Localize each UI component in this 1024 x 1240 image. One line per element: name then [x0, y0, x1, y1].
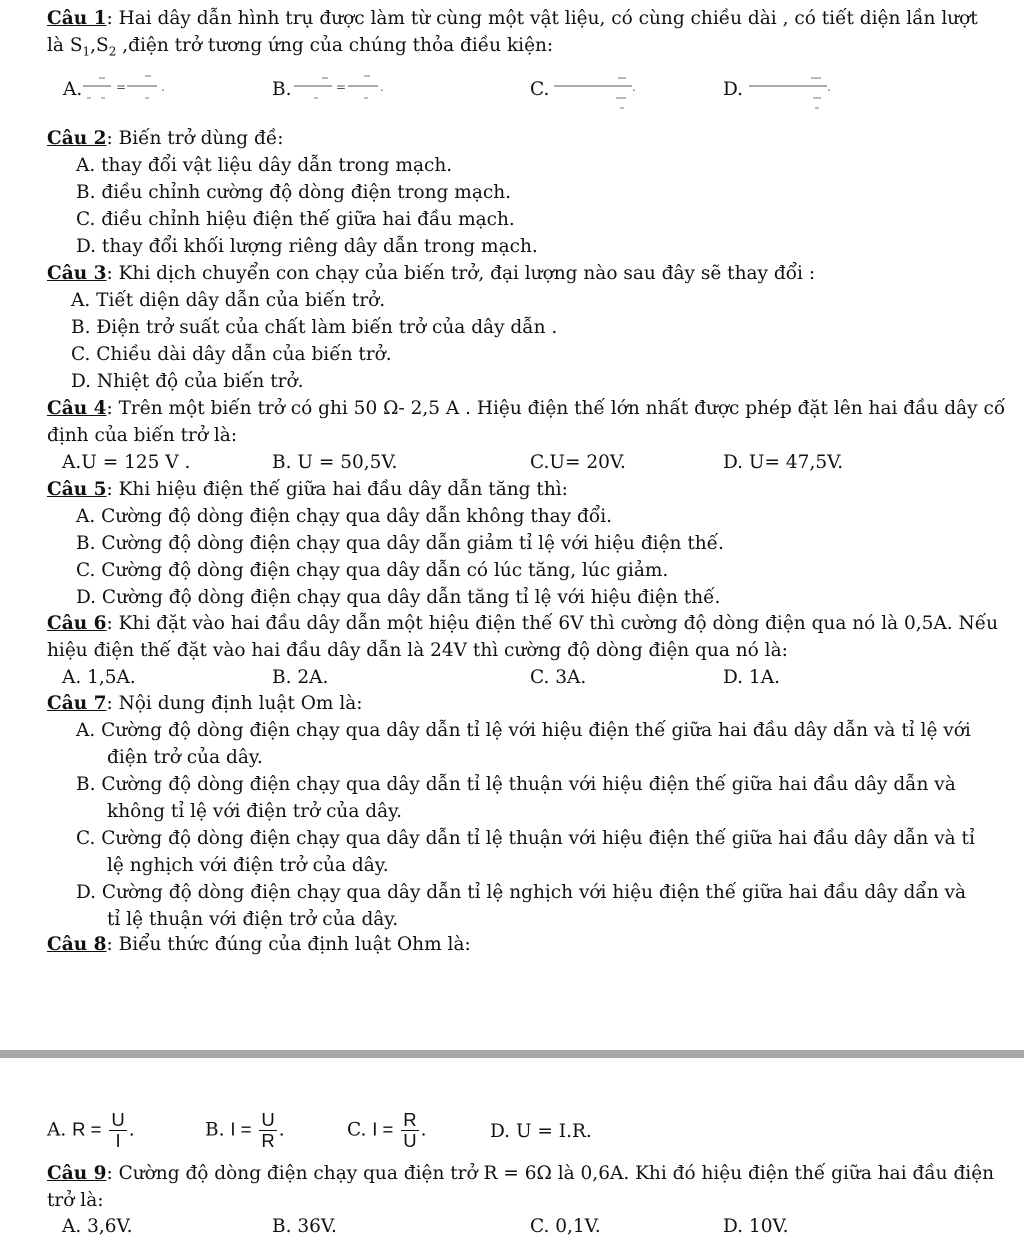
q8-option-c-fraction	[401, 1110, 418, 1151]
q7-option-a-line2: điện trở của dây.	[107, 747, 263, 768]
q8-stem	[47, 931, 471, 958]
q8-option-a[interactable]	[47, 1110, 135, 1151]
q4-text: : Trên một biến trở có ghi 50 Ω- 2,5 A . Hiệu điện thế lớn nhất được phép đặt lên hai đầu dây cố	[106, 398, 1006, 419]
q3-option-b[interactable]: B. Điện trở suất của chất làm biến trở của dây dẫn .	[71, 317, 558, 338]
q8-option-b-prefix: B.	[205, 1119, 225, 1141]
q3-option-d[interactable]: D. Nhiệt độ của biến trở.	[71, 371, 304, 392]
q9-option-a[interactable]: A. 3,6V.	[62, 1216, 133, 1237]
q4-option-b[interactable]: B. U = 50,5V.	[272, 452, 398, 473]
q7-option-d-line2: tỉ lệ thuận với điện trở của dây.	[107, 909, 399, 930]
q2-label: Câu 2	[47, 128, 107, 149]
q5-label: Câu 5	[47, 479, 107, 500]
q8-text: : Biểu thức đúng của định luật Ohm là:	[106, 934, 471, 955]
q6-option-b[interactable]: B. 2A.	[272, 667, 329, 688]
q7-option-d[interactable]	[76, 879, 966, 933]
q5-option-a[interactable]: A. Cường độ dòng điện chạy qua dây dẫn không thay đổi.	[76, 506, 613, 527]
q7-option-c-line1: C. Cường độ dòng điện chạy qua dây dẫn tỉ lệ thuận với hiệu điện thế giữa hai đầu dây dẫn và tỉ	[76, 828, 975, 849]
svg-text:.: .	[632, 80, 636, 94]
q1-option-a-label: A.	[63, 79, 83, 100]
q3-text: : Khi dịch chuyển con chạy của biến trở, đại lượng nào sau đây sẽ thay đổi :	[106, 263, 816, 284]
q8-option-c-num: R	[403, 1109, 417, 1130]
q8-option-a-lhs: R =	[72, 1118, 102, 1140]
q7-option-a[interactable]	[76, 717, 971, 771]
q8-option-b-num: U	[261, 1109, 275, 1130]
q6-option-c[interactable]: C. 3A.	[530, 667, 587, 688]
svg-text:.: .	[161, 80, 165, 94]
q4-line2: định của biến trở là:	[47, 425, 238, 446]
q4-option-d[interactable]: D. U= 47,5V.	[723, 452, 844, 473]
q4-option-c[interactable]: C.U= 20V.	[530, 452, 626, 473]
q1-option-d[interactable]	[723, 76, 831, 103]
q1-line2-pre: là S	[47, 35, 83, 56]
q1-option-c-formula	[552, 70, 652, 116]
q4-label: Câu 4	[47, 398, 107, 419]
q1-option-a[interactable]	[63, 76, 165, 103]
q5-stem	[47, 476, 568, 503]
q8-option-d-prefix: D.	[490, 1121, 511, 1142]
q5-option-c[interactable]: C. Cường độ dòng điện chạy qua dây dẫn có lúc tăng, lúc giảm.	[76, 560, 669, 581]
q8-option-d[interactable]	[490, 1118, 592, 1145]
q7-option-b[interactable]	[76, 771, 956, 825]
q8-option-b-suffix: .	[278, 1119, 285, 1141]
q1-label: Câu 1	[47, 8, 107, 29]
q6-line1	[47, 610, 998, 637]
q9-text: : Cường độ dòng điện chạy qua điện trở R = 6Ω là 0,6A. Khi đó hiệu điện thế giữa hai đầu điện	[106, 1163, 995, 1184]
svg-text:=: =	[336, 80, 347, 94]
q8-option-b-den: R	[261, 1130, 275, 1151]
q5-option-b[interactable]: B. Cường độ dòng điện chạy qua dây dẫn giảm tỉ lệ với hiệu điện thế.	[76, 533, 724, 554]
q8-option-a-den: I	[115, 1130, 121, 1151]
q9-line1	[47, 1160, 994, 1187]
q1-option-b-formula	[292, 70, 392, 106]
q3-label: Câu 3	[47, 263, 107, 284]
q2-option-b[interactable]: B. điều chỉnh cường độ dòng điện trong mạch.	[76, 182, 512, 203]
q6-line2: hiệu điện thế đặt vào hai đầu dây dẫn là 24V thì cường độ dòng điện qua nó là:	[47, 640, 788, 661]
q7-option-d-line1: D. Cường độ dòng điện chạy qua dây dẫn tỉ lệ nghịch với hiệu điện thế giữa hai đầu dây dẩn và	[76, 882, 967, 903]
q8-option-d-text: U = I.R.	[515, 1121, 592, 1142]
q1-line2	[47, 32, 553, 66]
q8-option-c-prefix: C.	[347, 1119, 367, 1141]
q8-option-a-suffix: .	[128, 1119, 135, 1141]
q8-label: Câu 8	[47, 934, 107, 955]
q1-line2-post: ,điện trở tương ứng của chúng thỏa điều kiện:	[116, 35, 554, 56]
q7-option-c-line2: lệ nghịch với điện trở của dây.	[107, 855, 389, 876]
q8-option-b[interactable]	[205, 1110, 285, 1151]
q3-option-c[interactable]: C. Chiều dài dây dẫn của biến trở.	[71, 344, 392, 365]
q2-option-a[interactable]: A. thay đổi vật liệu dây dẫn trong mạch.	[76, 155, 453, 176]
q8-option-b-fraction	[259, 1110, 276, 1151]
q7-option-b-line2: không tỉ lệ với điện trở của dây.	[107, 801, 402, 822]
q3-stem	[47, 260, 815, 287]
q7-option-c[interactable]	[76, 825, 975, 879]
q6-text: : Khi đặt vào hai đầu dây dẫn một hiệu điện thế 6V thì cường độ dòng điện qua nó là 0,5A. Nếu	[106, 613, 999, 634]
q1-s2-text: ,S	[90, 35, 109, 56]
q8-option-c[interactable]	[347, 1110, 427, 1151]
q6-label: Câu 6	[47, 613, 107, 634]
q8-option-a-num: U	[111, 1109, 125, 1130]
q5-text: : Khi hiệu điện thế giữa hai đầu dây dẫn tăng thì:	[106, 479, 568, 500]
q9-line2: trở là:	[47, 1190, 104, 1211]
q8-option-a-prefix: A.	[47, 1119, 67, 1141]
q1-s2-sub: 2	[108, 44, 117, 59]
q8-option-c-lhs: I =	[372, 1118, 394, 1140]
q9-option-c[interactable]: C. 0,1V.	[530, 1216, 601, 1237]
q2-option-c[interactable]: C. điều chỉnh hiệu điện thế giữa hai đầu mạch.	[76, 209, 515, 230]
q7-text: : Nội dung định luật Om là:	[106, 693, 363, 714]
q6-option-d[interactable]: D. 1A.	[723, 667, 780, 688]
q2-text: : Biến trở dùng đề:	[106, 128, 284, 149]
q7-stem	[47, 690, 363, 717]
q3-option-a[interactable]: A. Tiết diện dây dẫn của biến trở.	[71, 290, 386, 311]
q9-label: Câu 9	[47, 1163, 107, 1184]
q7-option-a-line1: A. Cường độ dòng điện chạy qua dây dẫn tỉ lệ với hiệu điện thế giữa hai đầu dây dẫn và tỉ lệ với	[76, 720, 971, 741]
q7-option-b-line1: B. Cường độ dòng điện chạy qua dây dẫn tỉ lệ thuận với hiệu điện thế giữa hai đầu dây dẫn và	[76, 774, 956, 795]
svg-text:=: =	[116, 80, 127, 94]
svg-text:.: .	[827, 80, 831, 94]
q7-label: Câu 7	[47, 693, 107, 714]
q8-option-c-den: U	[403, 1130, 417, 1151]
q6-option-a[interactable]: A. 1,5A.	[62, 667, 136, 688]
q8-option-c-suffix: .	[420, 1119, 427, 1141]
q1-s1-sub: 1	[82, 44, 91, 59]
q1-option-b-label: B.	[272, 79, 292, 100]
q5-option-d[interactable]: D. Cường độ dòng điện chạy qua dây dẫn tăng tỉ lệ với hiệu điện thế.	[76, 587, 721, 608]
q9-option-b[interactable]: B. 36V.	[272, 1216, 337, 1237]
q8-option-b-lhs: I =	[230, 1118, 252, 1140]
q2-stem	[47, 125, 283, 152]
q1-option-c-label: C.	[530, 79, 550, 100]
q1-option-a-formula	[81, 70, 171, 106]
q4-option-a[interactable]: A.U = 125 V .	[62, 452, 191, 473]
q1-option-b[interactable]	[272, 76, 384, 103]
q9-option-d[interactable]: D. 10V.	[723, 1216, 789, 1237]
q1-option-c[interactable]	[530, 76, 636, 103]
q1-option-d-label: D.	[723, 79, 744, 100]
q4-line1	[47, 395, 1005, 422]
q1-line1	[47, 5, 978, 32]
q1-option-d-formula	[747, 70, 847, 116]
q1-text: : Hai dây dẫn hình trụ được làm từ cùng một vật liệu, có cùng chiều dài , có tiết diện lần lượt	[106, 8, 978, 29]
q2-option-d[interactable]: D. thay đổi khối lượng riêng dây dẫn trong mạch.	[76, 236, 538, 257]
page-divider	[0, 1050, 1024, 1058]
svg-text:.: .	[380, 80, 384, 94]
q8-option-a-fraction	[109, 1110, 126, 1151]
